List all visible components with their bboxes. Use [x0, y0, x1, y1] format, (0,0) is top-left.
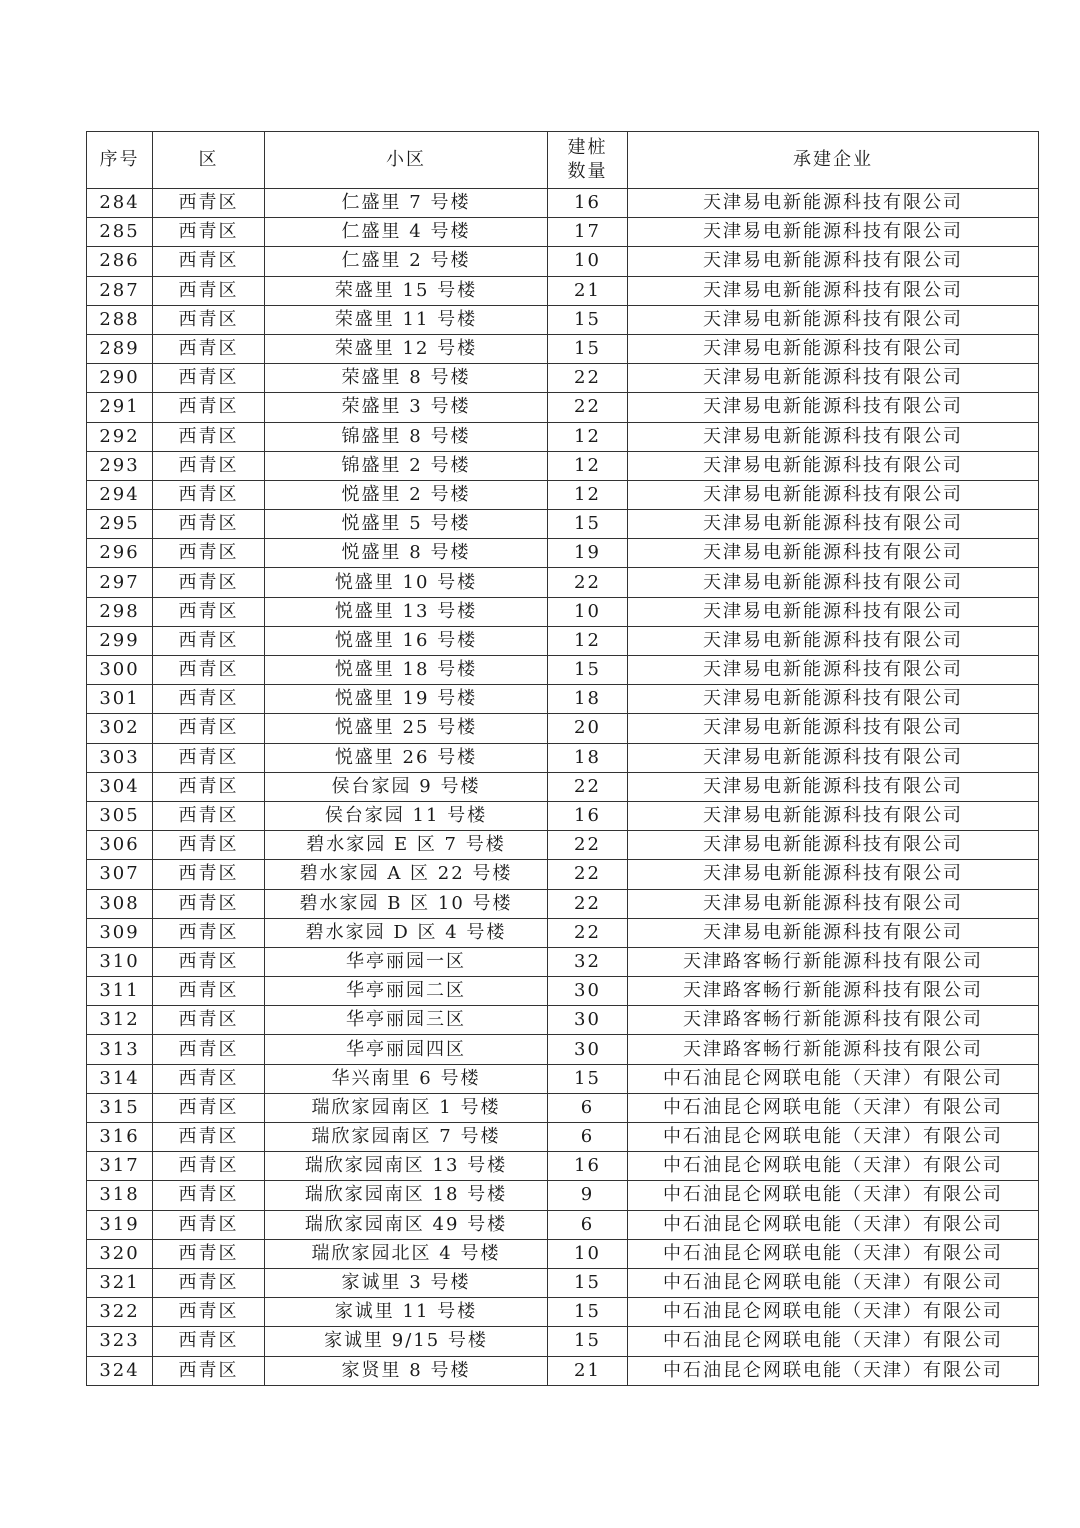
cell-district: 西青区: [153, 305, 265, 334]
cell-community: 荣盛里 8 号楼: [265, 364, 548, 393]
cell-community: 瑞欣家园南区 7 号楼: [265, 1123, 548, 1152]
cell-company: 天津易电新能源科技有限公司: [628, 626, 1039, 655]
cell-company: 天津易电新能源科技有限公司: [628, 247, 1039, 276]
cell-no: 318: [87, 1181, 153, 1210]
cell-count: 12: [548, 451, 628, 480]
cell-district: 西青区: [153, 1239, 265, 1268]
cell-no: 297: [87, 568, 153, 597]
cell-district: 西青区: [153, 860, 265, 889]
table-row: [87, 889, 1039, 918]
cell-company: 天津易电新能源科技有限公司: [628, 218, 1039, 247]
table-row: [87, 247, 1039, 276]
cell-district: 西青区: [153, 1356, 265, 1385]
cell-count: 6: [548, 1123, 628, 1152]
cell-count: 22: [548, 831, 628, 860]
cell-no: 321: [87, 1268, 153, 1297]
cell-count: 32: [548, 947, 628, 976]
cell-no: 299: [87, 626, 153, 655]
cell-company: 中石油昆仑网联电能（天津）有限公司: [628, 1152, 1039, 1181]
cell-company: 天津易电新能源科技有限公司: [628, 743, 1039, 772]
cell-no: 294: [87, 480, 153, 509]
cell-district: 西青区: [153, 1210, 265, 1239]
cell-district: 西青区: [153, 1064, 265, 1093]
cell-community: 家诚里 3 号楼: [265, 1268, 548, 1297]
table-row: [87, 422, 1039, 451]
table-row: [87, 510, 1039, 539]
cell-community: 瑞欣家园北区 4 号楼: [265, 1239, 548, 1268]
table-row: [87, 743, 1039, 772]
cell-company: 中石油昆仑网联电能（天津）有限公司: [628, 1181, 1039, 1210]
cell-count: 12: [548, 422, 628, 451]
cell-district: 西青区: [153, 1035, 265, 1064]
cell-company: 中石油昆仑网联电能（天津）有限公司: [628, 1356, 1039, 1385]
cell-community: 侯台家园 11 号楼: [265, 801, 548, 830]
cell-community: 侯台家园 9 号楼: [265, 772, 548, 801]
cell-district: 西青区: [153, 510, 265, 539]
table-row: [87, 305, 1039, 334]
cell-community: 家贤里 8 号楼: [265, 1356, 548, 1385]
table-row: [87, 1181, 1039, 1210]
cell-company: 天津易电新能源科技有限公司: [628, 918, 1039, 947]
cell-district: 西青区: [153, 597, 265, 626]
header-row: [87, 132, 1039, 189]
cell-district: 西青区: [153, 1093, 265, 1122]
cell-no: 285: [87, 218, 153, 247]
cell-no: 324: [87, 1356, 153, 1385]
table-row: [87, 364, 1039, 393]
cell-company: 中石油昆仑网联电能（天津）有限公司: [628, 1239, 1039, 1268]
cell-district: 西青区: [153, 1181, 265, 1210]
table-row: [87, 539, 1039, 568]
cell-count: 10: [548, 1239, 628, 1268]
cell-community: 仁盛里 7 号楼: [265, 189, 548, 218]
cell-no: 305: [87, 801, 153, 830]
cell-company: 中石油昆仑网联电能（天津）有限公司: [628, 1327, 1039, 1356]
cell-no: 284: [87, 189, 153, 218]
table-row: [87, 1298, 1039, 1327]
cell-company: 天津易电新能源科技有限公司: [628, 276, 1039, 305]
cell-no: 311: [87, 977, 153, 1006]
cell-no: 313: [87, 1035, 153, 1064]
table-row: [87, 860, 1039, 889]
header-company: 承建企业: [628, 132, 1039, 189]
cell-company: 天津易电新能源科技有限公司: [628, 860, 1039, 889]
header-community: 小区: [265, 132, 548, 189]
cell-company: 天津易电新能源科技有限公司: [628, 772, 1039, 801]
table-row: [87, 393, 1039, 422]
cell-no: 289: [87, 334, 153, 363]
cell-count: 15: [548, 305, 628, 334]
cell-community: 悦盛里 2 号楼: [265, 480, 548, 509]
table-row: [87, 831, 1039, 860]
table-row: [87, 568, 1039, 597]
table-row: [87, 1239, 1039, 1268]
cell-district: 西青区: [153, 626, 265, 655]
cell-district: 西青区: [153, 480, 265, 509]
cell-district: 西青区: [153, 393, 265, 422]
cell-no: 306: [87, 831, 153, 860]
cell-no: 290: [87, 364, 153, 393]
cell-no: 312: [87, 1006, 153, 1035]
table-row: [87, 1327, 1039, 1356]
table-row: [87, 685, 1039, 714]
cell-no: 315: [87, 1093, 153, 1122]
cell-no: 319: [87, 1210, 153, 1239]
cell-company: 天津易电新能源科技有限公司: [628, 831, 1039, 860]
cell-district: 西青区: [153, 918, 265, 947]
cell-count: 16: [548, 1152, 628, 1181]
cell-company: 天津路客畅行新能源科技有限公司: [628, 1035, 1039, 1064]
cell-district: 西青区: [153, 889, 265, 918]
cell-district: 西青区: [153, 772, 265, 801]
cell-community: 悦盛里 8 号楼: [265, 539, 548, 568]
cell-community: 家诚里 11 号楼: [265, 1298, 548, 1327]
cell-company: 天津易电新能源科技有限公司: [628, 685, 1039, 714]
cell-company: 中石油昆仑网联电能（天津）有限公司: [628, 1123, 1039, 1152]
cell-no: 307: [87, 860, 153, 889]
cell-company: 天津易电新能源科技有限公司: [628, 568, 1039, 597]
cell-company: 天津易电新能源科技有限公司: [628, 189, 1039, 218]
cell-district: 西青区: [153, 1123, 265, 1152]
table-row: [87, 451, 1039, 480]
cell-count: 16: [548, 801, 628, 830]
cell-community: 悦盛里 5 号楼: [265, 510, 548, 539]
cell-count: 18: [548, 685, 628, 714]
cell-company: 天津路客畅行新能源科技有限公司: [628, 977, 1039, 1006]
cell-no: 295: [87, 510, 153, 539]
cell-count: 22: [548, 860, 628, 889]
cell-count: 22: [548, 568, 628, 597]
cell-district: 西青区: [153, 1268, 265, 1297]
cell-company: 天津易电新能源科技有限公司: [628, 656, 1039, 685]
cell-count: 15: [548, 1268, 628, 1297]
cell-count: 22: [548, 889, 628, 918]
cell-no: 296: [87, 539, 153, 568]
cell-company: 中石油昆仑网联电能（天津）有限公司: [628, 1064, 1039, 1093]
cell-no: 317: [87, 1152, 153, 1181]
cell-count: 22: [548, 393, 628, 422]
cell-no: 300: [87, 656, 153, 685]
table-row: [87, 218, 1039, 247]
cell-no: 286: [87, 247, 153, 276]
cell-no: 293: [87, 451, 153, 480]
cell-district: 西青区: [153, 568, 265, 597]
cell-no: 288: [87, 305, 153, 334]
cell-company: 天津易电新能源科技有限公司: [628, 305, 1039, 334]
table-row: [87, 626, 1039, 655]
cell-district: 西青区: [153, 189, 265, 218]
cell-district: 西青区: [153, 276, 265, 305]
cell-count: 22: [548, 772, 628, 801]
cell-district: 西青区: [153, 451, 265, 480]
cell-district: 西青区: [153, 539, 265, 568]
cell-company: 中石油昆仑网联电能（天津）有限公司: [628, 1093, 1039, 1122]
cell-district: 西青区: [153, 656, 265, 685]
cell-community: 悦盛里 25 号楼: [265, 714, 548, 743]
cell-count: 16: [548, 189, 628, 218]
cell-company: 天津易电新能源科技有限公司: [628, 714, 1039, 743]
cell-count: 30: [548, 977, 628, 1006]
cell-company: 天津路客畅行新能源科技有限公司: [628, 947, 1039, 976]
table-row: [87, 1152, 1039, 1181]
cell-no: 323: [87, 1327, 153, 1356]
cell-count: 6: [548, 1210, 628, 1239]
cell-district: 西青区: [153, 801, 265, 830]
table-row: [87, 1093, 1039, 1122]
header-district: 区: [153, 132, 265, 189]
cell-company: 天津易电新能源科技有限公司: [628, 539, 1039, 568]
cell-community: 悦盛里 19 号楼: [265, 685, 548, 714]
cell-no: 302: [87, 714, 153, 743]
cell-no: 309: [87, 918, 153, 947]
cell-company: 天津路客畅行新能源科技有限公司: [628, 1006, 1039, 1035]
cell-no: 298: [87, 597, 153, 626]
cell-count: 15: [548, 334, 628, 363]
cell-community: 瑞欣家园南区 13 号楼: [265, 1152, 548, 1181]
table-row: [87, 1123, 1039, 1152]
cell-community: 悦盛里 10 号楼: [265, 568, 548, 597]
cell-count: 15: [548, 1064, 628, 1093]
cell-district: 西青区: [153, 247, 265, 276]
cell-district: 西青区: [153, 364, 265, 393]
cell-no: 308: [87, 889, 153, 918]
table-row: [87, 977, 1039, 1006]
cell-district: 西青区: [153, 334, 265, 363]
cell-company: 天津易电新能源科技有限公司: [628, 889, 1039, 918]
cell-company: 天津易电新能源科技有限公司: [628, 510, 1039, 539]
cell-company: 天津易电新能源科技有限公司: [628, 422, 1039, 451]
cell-count: 15: [548, 1327, 628, 1356]
charging-pile-table: [86, 131, 1039, 1386]
cell-community: 瑞欣家园南区 1 号楼: [265, 1093, 548, 1122]
cell-company: 天津易电新能源科技有限公司: [628, 801, 1039, 830]
cell-count: 15: [548, 656, 628, 685]
cell-community: 碧水家园 A 区 22 号楼: [265, 860, 548, 889]
cell-community: 瑞欣家园南区 49 号楼: [265, 1210, 548, 1239]
cell-community: 华亭丽园二区: [265, 977, 548, 1006]
table-row: [87, 480, 1039, 509]
cell-no: 304: [87, 772, 153, 801]
cell-community: 华亭丽园四区: [265, 1035, 548, 1064]
cell-count: 21: [548, 1356, 628, 1385]
cell-company: 中石油昆仑网联电能（天津）有限公司: [628, 1210, 1039, 1239]
cell-district: 西青区: [153, 977, 265, 1006]
header-no: 序号: [87, 132, 153, 189]
table-row: [87, 1035, 1039, 1064]
cell-district: 西青区: [153, 947, 265, 976]
cell-community: 锦盛里 2 号楼: [265, 451, 548, 480]
cell-district: 西青区: [153, 1298, 265, 1327]
cell-community: 华亭丽园一区: [265, 947, 548, 976]
cell-no: 303: [87, 743, 153, 772]
cell-count: 22: [548, 918, 628, 947]
cell-district: 西青区: [153, 1006, 265, 1035]
cell-community: 锦盛里 8 号楼: [265, 422, 548, 451]
cell-count: 6: [548, 1093, 628, 1122]
cell-community: 悦盛里 26 号楼: [265, 743, 548, 772]
table-row: [87, 1064, 1039, 1093]
header-count: [548, 132, 628, 189]
table-row: [87, 1006, 1039, 1035]
cell-count: 10: [548, 247, 628, 276]
table-body: [87, 189, 1039, 1386]
cell-count: 15: [548, 510, 628, 539]
cell-community: 荣盛里 15 号楼: [265, 276, 548, 305]
cell-community: 荣盛里 12 号楼: [265, 334, 548, 363]
cell-count: 20: [548, 714, 628, 743]
table-row: [87, 656, 1039, 685]
cell-count: 17: [548, 218, 628, 247]
cell-company: 天津易电新能源科技有限公司: [628, 480, 1039, 509]
cell-district: 西青区: [153, 422, 265, 451]
cell-count: 30: [548, 1006, 628, 1035]
cell-company: 天津易电新能源科技有限公司: [628, 597, 1039, 626]
cell-community: 仁盛里 2 号楼: [265, 247, 548, 276]
table-row: [87, 801, 1039, 830]
cell-count: 12: [548, 626, 628, 655]
cell-no: 320: [87, 1239, 153, 1268]
cell-community: 悦盛里 13 号楼: [265, 597, 548, 626]
table-row: [87, 1356, 1039, 1385]
table-row: [87, 1210, 1039, 1239]
table-row: [87, 597, 1039, 626]
cell-no: 314: [87, 1064, 153, 1093]
table-row: [87, 189, 1039, 218]
table-row: [87, 772, 1039, 801]
table-row: [87, 714, 1039, 743]
cell-count: 15: [548, 1298, 628, 1327]
cell-community: 家诚里 9/15 号楼: [265, 1327, 548, 1356]
cell-company: 天津易电新能源科技有限公司: [628, 393, 1039, 422]
table-row: [87, 918, 1039, 947]
table-row: [87, 276, 1039, 305]
cell-district: 西青区: [153, 714, 265, 743]
cell-no: 291: [87, 393, 153, 422]
cell-company: 中石油昆仑网联电能（天津）有限公司: [628, 1268, 1039, 1297]
cell-company: 中石油昆仑网联电能（天津）有限公司: [628, 1298, 1039, 1327]
cell-community: 仁盛里 4 号楼: [265, 218, 548, 247]
cell-community: 悦盛里 16 号楼: [265, 626, 548, 655]
cell-company: 天津易电新能源科技有限公司: [628, 451, 1039, 480]
cell-community: 碧水家园 B 区 10 号楼: [265, 889, 548, 918]
cell-community: 瑞欣家园南区 18 号楼: [265, 1181, 548, 1210]
cell-count: 9: [548, 1181, 628, 1210]
cell-count: 18: [548, 743, 628, 772]
cell-count: 21: [548, 276, 628, 305]
cell-district: 西青区: [153, 1327, 265, 1356]
cell-count: 22: [548, 364, 628, 393]
cell-district: 西青区: [153, 685, 265, 714]
cell-community: 华亭丽园三区: [265, 1006, 548, 1035]
cell-community: 碧水家园 D 区 4 号楼: [265, 918, 548, 947]
cell-company: 天津易电新能源科技有限公司: [628, 364, 1039, 393]
table-row: [87, 334, 1039, 363]
cell-count: 19: [548, 539, 628, 568]
cell-district: 西青区: [153, 1152, 265, 1181]
table-row: [87, 947, 1039, 976]
cell-company: 天津易电新能源科技有限公司: [628, 334, 1039, 363]
cell-community: 荣盛里 11 号楼: [265, 305, 548, 334]
cell-no: 292: [87, 422, 153, 451]
cell-no: 322: [87, 1298, 153, 1327]
cell-community: 荣盛里 3 号楼: [265, 393, 548, 422]
cell-count: 10: [548, 597, 628, 626]
cell-community: 华兴南里 6 号楼: [265, 1064, 548, 1093]
header-count-line2: 数量: [567, 161, 608, 182]
table-header: [87, 132, 1039, 189]
cell-district: 西青区: [153, 218, 265, 247]
cell-no: 287: [87, 276, 153, 305]
header-count-line1: 建桩: [567, 137, 608, 158]
cell-community: 碧水家园 E 区 7 号楼: [265, 831, 548, 860]
cell-no: 316: [87, 1123, 153, 1152]
cell-community: 悦盛里 18 号楼: [265, 656, 548, 685]
cell-no: 310: [87, 947, 153, 976]
cell-district: 西青区: [153, 743, 265, 772]
cell-count: 30: [548, 1035, 628, 1064]
cell-district: 西青区: [153, 831, 265, 860]
table-row: [87, 1268, 1039, 1297]
cell-count: 12: [548, 480, 628, 509]
cell-no: 301: [87, 685, 153, 714]
